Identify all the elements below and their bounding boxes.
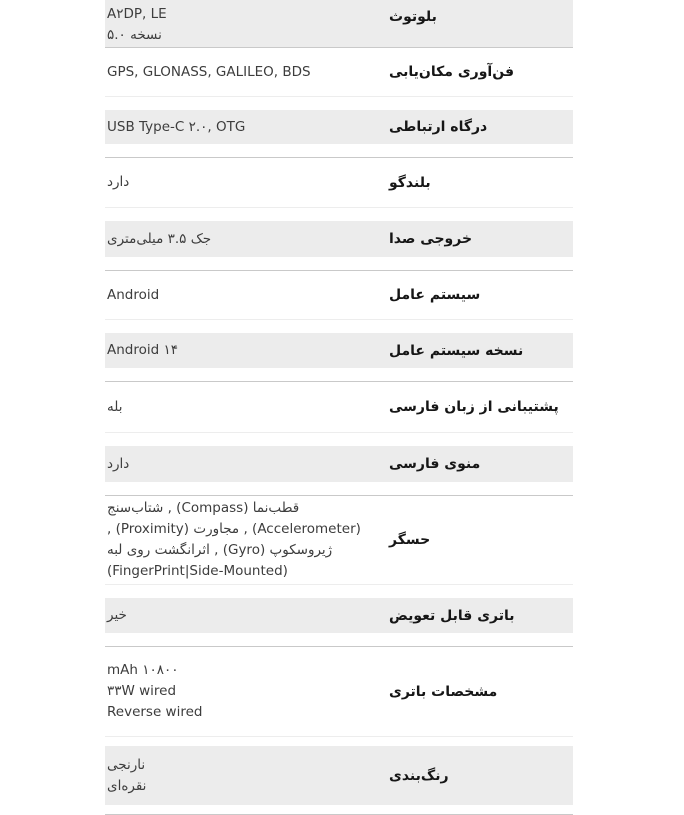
- spec-row: [105, 48, 573, 97]
- spec-value: [105, 62, 389, 83]
- spec-value: [105, 755, 389, 797]
- spec-row-cells: [105, 285, 573, 306]
- spec-value: [105, 1, 389, 46]
- spec-label: باتری قابل تعویض: [389, 607, 515, 624]
- spec-row: [105, 446, 573, 496]
- spec-value-line: ۳۳W wired: [107, 683, 177, 699]
- spec-label: سیستم عامل: [389, 287, 481, 303]
- spec-row-cells: [105, 229, 573, 250]
- spec-row-cells: [105, 605, 573, 626]
- spec-row: [105, 110, 573, 158]
- spec-label: بلوتوث: [389, 9, 437, 25]
- spec-value-line: جک ۳.۵ میلی‌متری: [107, 230, 212, 247]
- spec-row-cells: [105, 660, 573, 723]
- spec-value-line: نارنجی: [107, 756, 146, 773]
- spec-value-line: نسخه ۵.۰: [107, 27, 162, 43]
- spec-label: منوی فارسی: [389, 456, 481, 472]
- spec-row-cells: [105, 454, 573, 475]
- spec-row-cells: [105, 340, 573, 361]
- spec-value: [105, 285, 389, 306]
- spec-value-line: قطب‌نما (Compass) , شتاب‌سنج (Accelerometer) , مجاورت (Proximity) , ژیروسکوپ (Gyro) , اثرانگشت روی لبه (FingerPrint|Side-Mounted): [107, 500, 361, 579]
- spec-value-line: mAh ۱۰۸۰۰: [107, 662, 179, 678]
- specs-table: [105, 0, 573, 815]
- spec-value-line: Android: [107, 286, 160, 303]
- spec-row-band: [105, 598, 573, 633]
- spec-row-cells: [105, 62, 573, 83]
- spec-value: [105, 498, 389, 582]
- spec-row-band: [105, 221, 573, 257]
- spec-value-line: بله: [107, 398, 123, 415]
- spec-row-band: [105, 0, 573, 47]
- spec-label: خروجی صدا: [389, 231, 473, 247]
- spec-row: [105, 271, 573, 320]
- spec-value-line: نقره‌ای: [107, 777, 147, 794]
- spec-label: درگاه ارتباطی: [389, 119, 488, 135]
- spec-value-line: GPS, GLONASS, GALILEO, BDS: [107, 63, 311, 80]
- spec-row-cells: [105, 117, 573, 138]
- spec-value-line: دارد: [107, 455, 130, 472]
- spec-row-cells: [105, 1, 573, 46]
- spec-row: [105, 746, 573, 815]
- spec-row-band: [105, 746, 573, 805]
- spec-value: [105, 660, 389, 723]
- spec-label: پشتیبانی از زبان فارسی: [389, 399, 559, 415]
- spec-row: [105, 647, 573, 737]
- spec-value-line: A۲DP, LE: [107, 6, 167, 22]
- spec-row: [105, 333, 573, 382]
- spec-row-band: [105, 446, 573, 482]
- spec-value: [105, 229, 389, 250]
- spec-label: حسگر: [389, 532, 431, 548]
- spec-row: [105, 496, 573, 585]
- spec-row-cells: [105, 172, 573, 193]
- spec-row-band: [105, 110, 573, 144]
- spec-value-line: USB Type-C ۲.۰, OTG: [107, 118, 246, 135]
- spec-value: [105, 397, 389, 418]
- spec-value: [105, 172, 389, 193]
- spec-label: فن‌آوری مکان‌یابی: [389, 64, 514, 80]
- spec-row-cells: [105, 397, 573, 418]
- spec-row: [105, 598, 573, 647]
- spec-row: [105, 382, 573, 433]
- spec-row-band: [105, 333, 573, 368]
- spec-label: رنگ‌بندی: [389, 767, 449, 784]
- spec-row: [105, 0, 573, 48]
- spec-label: نسخه سیستم عامل: [389, 342, 524, 359]
- spec-value: [105, 605, 389, 626]
- spec-value-line: دارد: [107, 174, 130, 190]
- spec-label: مشخصات باتری: [389, 683, 498, 700]
- spec-row: [105, 221, 573, 271]
- spec-value-line: خیر: [107, 607, 127, 623]
- spec-value: [105, 340, 389, 361]
- spec-value-line: Android ۱۴: [107, 342, 178, 358]
- spec-value-line: Reverse wired: [107, 704, 203, 720]
- spec-value: [105, 117, 389, 138]
- spec-value: [105, 454, 389, 475]
- spec-row-cells: [105, 498, 573, 582]
- spec-row: [105, 158, 573, 208]
- spec-row-cells: [105, 755, 573, 797]
- spec-label: بلندگو: [389, 174, 431, 191]
